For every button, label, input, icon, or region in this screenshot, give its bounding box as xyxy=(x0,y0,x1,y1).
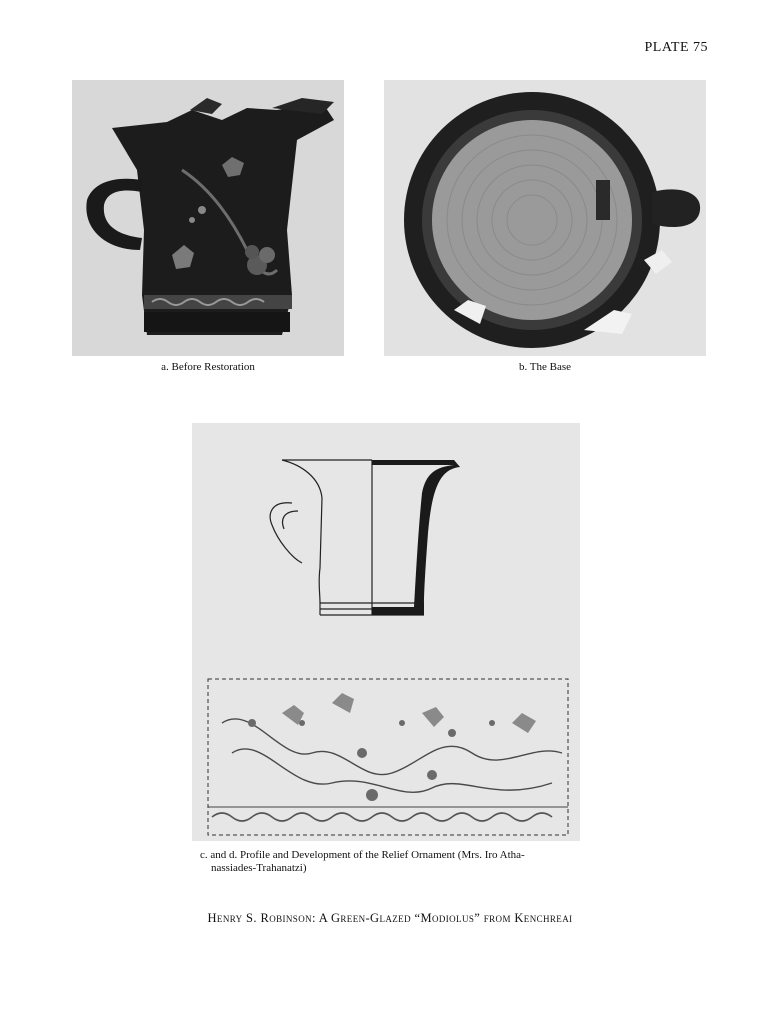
profile-drawing xyxy=(270,460,424,615)
article-title: Henry S. Robinson: A Green-Glazed “Modiolus” from Kenchreai xyxy=(207,911,573,925)
caption-a: a. Before Restoration xyxy=(161,361,255,373)
photo-before-restoration xyxy=(72,80,344,356)
photo-the-base xyxy=(384,80,706,356)
caption-c-d-line1: c. and d. Profile and Development of the Relief Ornament (Mrs. Iro Atha- xyxy=(200,849,525,861)
caption-b: b. The Base xyxy=(518,361,572,373)
profile-and-development-drawing xyxy=(192,423,580,841)
modiolus-vessel-image xyxy=(72,80,344,356)
vessel-base-image xyxy=(384,80,706,356)
caption-c-d xyxy=(200,849,580,875)
drawing-panel xyxy=(192,423,580,841)
caption-c-d-line2: nassiades-Trahanatzi) xyxy=(211,862,307,874)
plate-number: PLATE 75 xyxy=(644,40,708,55)
